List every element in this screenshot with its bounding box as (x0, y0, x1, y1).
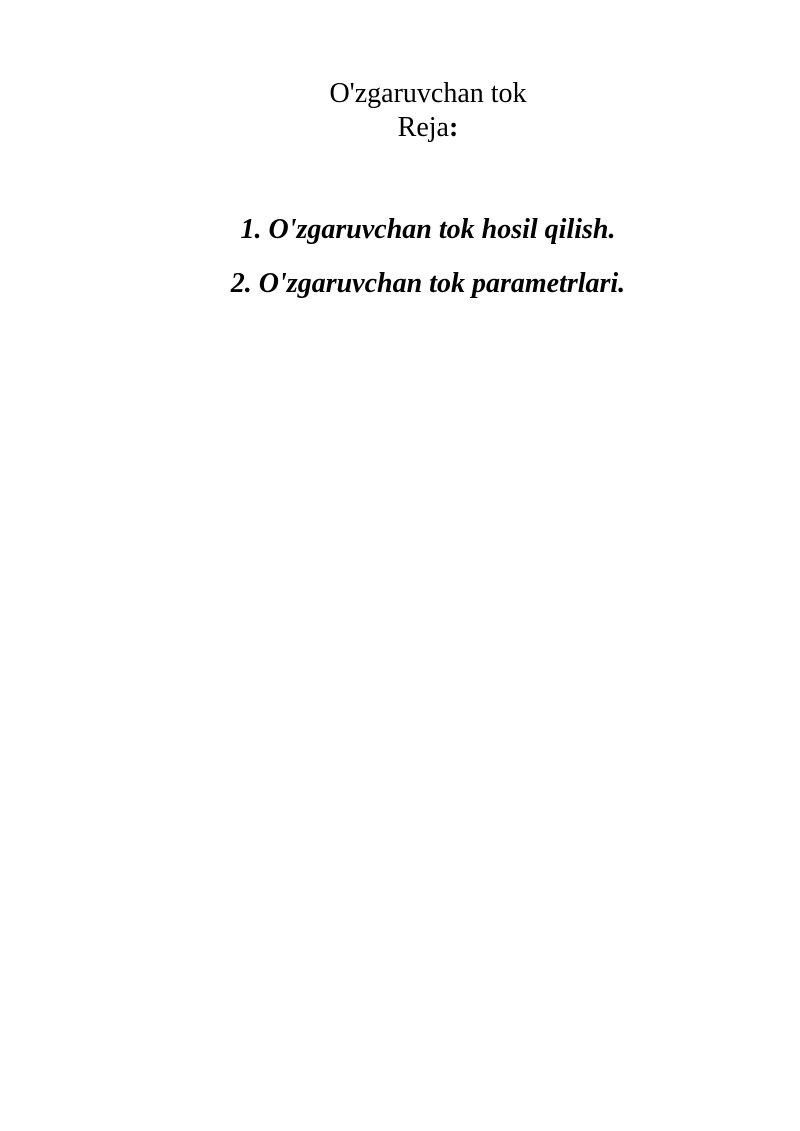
plan-item-2: 2. O'zgaruvchan tok parametrlari. (230, 268, 626, 299)
document-title: O'zgaruvchan tok (329, 78, 527, 109)
plan-heading-text: Reja (397, 112, 449, 143)
plan-heading-colon: : (448, 112, 459, 143)
plan-list (0, 212, 800, 320)
plan-heading (0, 112, 800, 144)
plan-item-1: 1. O'zgaruvchan tok hosil qilish. (240, 214, 616, 245)
